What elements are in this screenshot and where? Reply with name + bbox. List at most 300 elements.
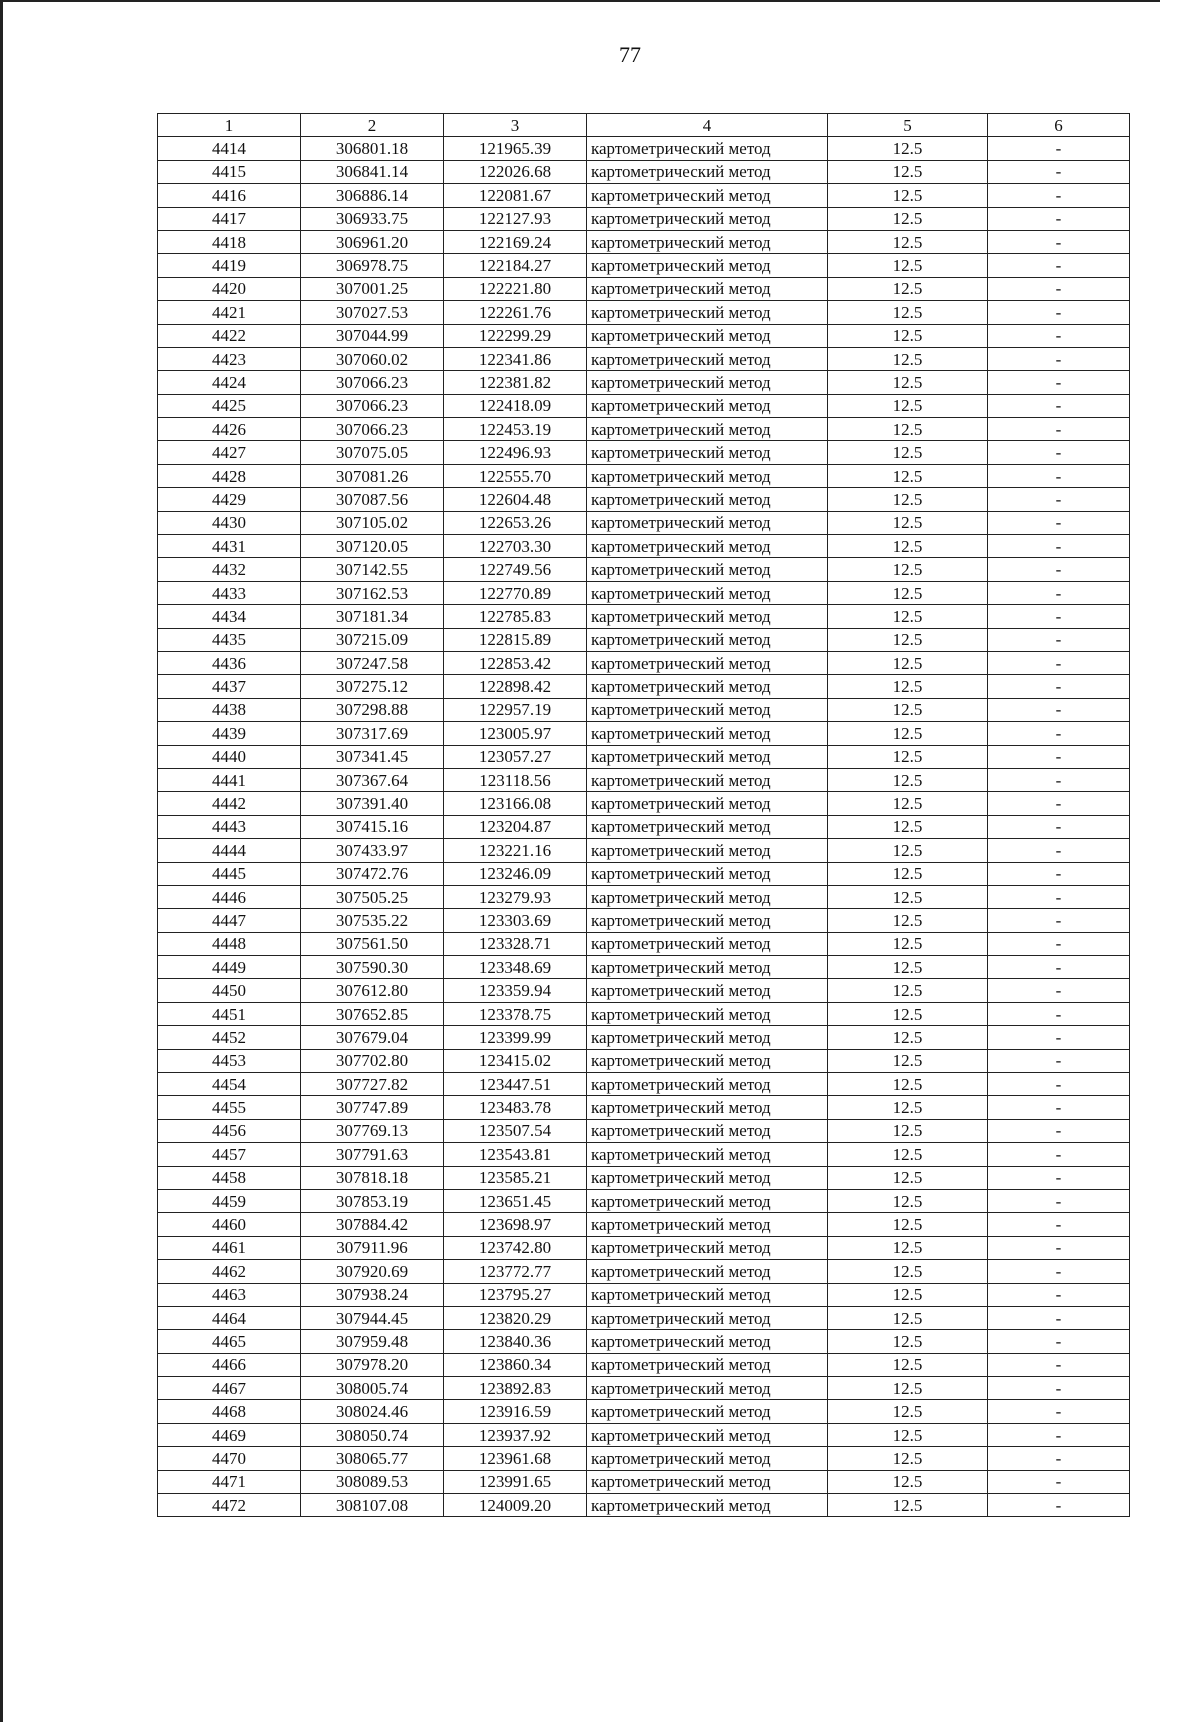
table-cell: 12.5 bbox=[828, 535, 988, 558]
table-cell: 307472.76 bbox=[301, 862, 444, 885]
table-cell: 4431 bbox=[158, 535, 301, 558]
table-cell: - bbox=[988, 698, 1130, 721]
table-cell: картометрический метод bbox=[587, 441, 828, 464]
table-row bbox=[158, 698, 1130, 721]
table-cell: 123795.27 bbox=[444, 1283, 587, 1306]
table-cell: 12.5 bbox=[828, 1119, 988, 1142]
table-cell: 123892.83 bbox=[444, 1377, 587, 1400]
table-cell: 4422 bbox=[158, 324, 301, 347]
table-cell: 12.5 bbox=[828, 1236, 988, 1259]
table-cell: 123860.34 bbox=[444, 1353, 587, 1376]
table-cell: 12.5 bbox=[828, 839, 988, 862]
table-row bbox=[158, 1049, 1130, 1072]
header-cell: 4 bbox=[587, 114, 828, 137]
table-cell: 12.5 bbox=[828, 1447, 988, 1470]
table-cell: 122261.76 bbox=[444, 301, 587, 324]
table-cell: 12.5 bbox=[828, 651, 988, 674]
table-cell: 12.5 bbox=[828, 441, 988, 464]
table-cell: 4426 bbox=[158, 418, 301, 441]
table-cell: 4470 bbox=[158, 1447, 301, 1470]
table-cell: 122184.27 bbox=[444, 254, 587, 277]
table-cell: 307702.80 bbox=[301, 1049, 444, 1072]
table-cell: 4438 bbox=[158, 698, 301, 721]
table-cell: картометрический метод bbox=[587, 418, 828, 441]
table-cell: картометрический метод bbox=[587, 1096, 828, 1119]
table-cell: 307920.69 bbox=[301, 1260, 444, 1283]
table-row bbox=[158, 488, 1130, 511]
table-cell: 12.5 bbox=[828, 768, 988, 791]
table-cell: 12.5 bbox=[828, 418, 988, 441]
table-cell: - bbox=[988, 277, 1130, 300]
table-row bbox=[158, 1073, 1130, 1096]
table-cell: 4459 bbox=[158, 1189, 301, 1212]
table-cell: 122555.70 bbox=[444, 464, 587, 487]
table-cell: 12.5 bbox=[828, 394, 988, 417]
table-cell: 122496.93 bbox=[444, 441, 587, 464]
table-cell: - bbox=[988, 1494, 1130, 1517]
table-cell: - bbox=[988, 558, 1130, 581]
table-cell: 4416 bbox=[158, 184, 301, 207]
table-row bbox=[158, 1447, 1130, 1470]
table-cell: 4440 bbox=[158, 745, 301, 768]
table-cell: картометрический метод bbox=[587, 956, 828, 979]
table-row bbox=[158, 1330, 1130, 1353]
table-cell: 122853.42 bbox=[444, 651, 587, 674]
table-cell: 307060.02 bbox=[301, 347, 444, 370]
table-row bbox=[158, 441, 1130, 464]
table-cell: картометрический метод bbox=[587, 1283, 828, 1306]
table-cell: 12.5 bbox=[828, 722, 988, 745]
table-cell: 123359.94 bbox=[444, 979, 587, 1002]
table-cell: - bbox=[988, 1143, 1130, 1166]
table-cell: - bbox=[988, 651, 1130, 674]
table-cell: 123246.09 bbox=[444, 862, 587, 885]
table-row bbox=[158, 1306, 1130, 1329]
table-cell: картометрический метод bbox=[587, 371, 828, 394]
table-cell: - bbox=[988, 441, 1130, 464]
table-cell: 12.5 bbox=[828, 347, 988, 370]
table-cell: - bbox=[988, 1330, 1130, 1353]
table-cell: - bbox=[988, 1026, 1130, 1049]
table-cell: 4461 bbox=[158, 1236, 301, 1259]
table-cell: 307561.50 bbox=[301, 932, 444, 955]
table-cell: 12.5 bbox=[828, 675, 988, 698]
table-cell: картометрический метод bbox=[587, 511, 828, 534]
table-cell: 307044.99 bbox=[301, 324, 444, 347]
table-cell: - bbox=[988, 535, 1130, 558]
table-cell: картометрический метод bbox=[587, 347, 828, 370]
table-cell: 123772.77 bbox=[444, 1260, 587, 1283]
table-cell: 4456 bbox=[158, 1119, 301, 1142]
table-cell: картометрический метод bbox=[587, 160, 828, 183]
table-cell: 122299.29 bbox=[444, 324, 587, 347]
table-cell: - bbox=[988, 230, 1130, 253]
table-cell: 122703.30 bbox=[444, 535, 587, 558]
table-row bbox=[158, 418, 1130, 441]
table-cell: - bbox=[988, 1213, 1130, 1236]
table-cell: 123991.65 bbox=[444, 1470, 587, 1493]
table-row bbox=[158, 1096, 1130, 1119]
table-cell: - bbox=[988, 628, 1130, 651]
table-cell: - bbox=[988, 885, 1130, 908]
table-cell: 306933.75 bbox=[301, 207, 444, 230]
table-cell: картометрический метод bbox=[587, 1073, 828, 1096]
table-cell: 123204.87 bbox=[444, 815, 587, 838]
table-cell: картометрический метод bbox=[587, 394, 828, 417]
table-cell: - bbox=[988, 1447, 1130, 1470]
table-cell: 12.5 bbox=[828, 1026, 988, 1049]
table-cell: картометрический метод bbox=[587, 605, 828, 628]
header-cell: 5 bbox=[828, 114, 988, 137]
table-cell: - bbox=[988, 581, 1130, 604]
table-row bbox=[158, 1377, 1130, 1400]
table-cell: 12.5 bbox=[828, 628, 988, 651]
table-cell: - bbox=[988, 1306, 1130, 1329]
table-cell: - bbox=[988, 909, 1130, 932]
table-row bbox=[158, 651, 1130, 674]
table-cell: 122898.42 bbox=[444, 675, 587, 698]
table-cell: 122221.80 bbox=[444, 277, 587, 300]
table-cell: 4451 bbox=[158, 1002, 301, 1025]
table-cell: 307142.55 bbox=[301, 558, 444, 581]
table-cell: 4434 bbox=[158, 605, 301, 628]
table-cell: - bbox=[988, 1189, 1130, 1212]
table-row bbox=[158, 628, 1130, 651]
table-cell: 4455 bbox=[158, 1096, 301, 1119]
table-cell: - bbox=[988, 418, 1130, 441]
table-cell: 12.5 bbox=[828, 184, 988, 207]
table-cell: 123840.36 bbox=[444, 1330, 587, 1353]
table-cell: - bbox=[988, 1236, 1130, 1259]
table-cell: - bbox=[988, 792, 1130, 815]
table-cell: - bbox=[988, 956, 1130, 979]
table-row bbox=[158, 277, 1130, 300]
header-cell: 6 bbox=[988, 114, 1130, 137]
table-cell: 306961.20 bbox=[301, 230, 444, 253]
table-cell: 12.5 bbox=[828, 979, 988, 1002]
table-cell: 306841.14 bbox=[301, 160, 444, 183]
coordinates-table bbox=[157, 113, 1130, 1517]
table-cell: - bbox=[988, 254, 1130, 277]
table-cell: 4467 bbox=[158, 1377, 301, 1400]
header-cell: 1 bbox=[158, 114, 301, 137]
table-row bbox=[158, 1026, 1130, 1049]
table-cell: - bbox=[988, 511, 1130, 534]
table-cell: картометрический метод bbox=[587, 1330, 828, 1353]
table-cell: 307590.30 bbox=[301, 956, 444, 979]
table-cell: 123348.69 bbox=[444, 956, 587, 979]
table-cell: картометрический метод bbox=[587, 1213, 828, 1236]
table-cell: 4453 bbox=[158, 1049, 301, 1072]
table-cell: 4424 bbox=[158, 371, 301, 394]
table-cell: - bbox=[988, 839, 1130, 862]
table-cell: 121965.39 bbox=[444, 137, 587, 160]
table-cell: 307652.85 bbox=[301, 1002, 444, 1025]
table-row bbox=[158, 535, 1130, 558]
table-cell: 306978.75 bbox=[301, 254, 444, 277]
header-cell: 3 bbox=[444, 114, 587, 137]
table-cell: 307066.23 bbox=[301, 371, 444, 394]
table-cell: 4435 bbox=[158, 628, 301, 651]
table-cell: 123415.02 bbox=[444, 1049, 587, 1072]
page-border-top bbox=[0, 0, 1160, 2]
table-cell: 4463 bbox=[158, 1283, 301, 1306]
table-cell: картометрический метод bbox=[587, 558, 828, 581]
table-row bbox=[158, 885, 1130, 908]
table-cell: картометрический метод bbox=[587, 1143, 828, 1166]
table-cell: 123585.21 bbox=[444, 1166, 587, 1189]
table-row bbox=[158, 254, 1130, 277]
table-cell: 123399.99 bbox=[444, 1026, 587, 1049]
header-cell: 2 bbox=[301, 114, 444, 137]
table-row bbox=[158, 722, 1130, 745]
table-row bbox=[158, 160, 1130, 183]
table-cell: 12.5 bbox=[828, 792, 988, 815]
table-cell: картометрический метод bbox=[587, 815, 828, 838]
table-cell: - bbox=[988, 324, 1130, 347]
table-cell: - bbox=[988, 1096, 1130, 1119]
table-cell: картометрический метод bbox=[587, 230, 828, 253]
table-cell: картометрический метод bbox=[587, 1189, 828, 1212]
table-cell: 12.5 bbox=[828, 137, 988, 160]
table-row bbox=[158, 745, 1130, 768]
table-cell: 4421 bbox=[158, 301, 301, 324]
table-cell: 4432 bbox=[158, 558, 301, 581]
table-row bbox=[158, 394, 1130, 417]
table-cell: 307075.05 bbox=[301, 441, 444, 464]
table-cell: 308050.74 bbox=[301, 1423, 444, 1446]
table-cell: 4449 bbox=[158, 956, 301, 979]
table-cell: 122785.83 bbox=[444, 605, 587, 628]
table-cell: картометрический метод bbox=[587, 651, 828, 674]
table-row bbox=[158, 1213, 1130, 1236]
table-cell: - bbox=[988, 862, 1130, 885]
table-cell: 122418.09 bbox=[444, 394, 587, 417]
table-cell: 12.5 bbox=[828, 371, 988, 394]
table-cell: 4423 bbox=[158, 347, 301, 370]
table-row bbox=[158, 371, 1130, 394]
table-cell: 123916.59 bbox=[444, 1400, 587, 1423]
table-cell: картометрический метод bbox=[587, 581, 828, 604]
table-cell: картометрический метод bbox=[587, 207, 828, 230]
table-cell: 12.5 bbox=[828, 1494, 988, 1517]
table-cell: 307215.09 bbox=[301, 628, 444, 651]
table-cell: 122653.26 bbox=[444, 511, 587, 534]
table-cell: 4444 bbox=[158, 839, 301, 862]
table-cell: 307081.26 bbox=[301, 464, 444, 487]
table-cell: - bbox=[988, 488, 1130, 511]
table-cell: картометрический метод bbox=[587, 722, 828, 745]
table-row bbox=[158, 137, 1130, 160]
table-cell: 12.5 bbox=[828, 558, 988, 581]
table-cell: картометрический метод bbox=[587, 464, 828, 487]
table-cell: картометрический метод bbox=[587, 1166, 828, 1189]
table-row bbox=[158, 909, 1130, 932]
table-cell: 12.5 bbox=[828, 1330, 988, 1353]
table-row bbox=[158, 347, 1130, 370]
table-row bbox=[158, 184, 1130, 207]
table-cell: картометрический метод bbox=[587, 1447, 828, 1470]
table-row bbox=[158, 839, 1130, 862]
table-cell: 307120.05 bbox=[301, 535, 444, 558]
table-cell: 12.5 bbox=[828, 324, 988, 347]
table-row bbox=[158, 324, 1130, 347]
table-cell: 308065.77 bbox=[301, 1447, 444, 1470]
table-cell: - bbox=[988, 979, 1130, 1002]
table-cell: 122604.48 bbox=[444, 488, 587, 511]
table-cell: 122957.19 bbox=[444, 698, 587, 721]
table-cell: 4429 bbox=[158, 488, 301, 511]
table-row bbox=[158, 979, 1130, 1002]
table-cell: 307944.45 bbox=[301, 1306, 444, 1329]
table-cell: 4466 bbox=[158, 1353, 301, 1376]
table-cell: 123742.80 bbox=[444, 1236, 587, 1259]
table-cell: картометрический метод bbox=[587, 324, 828, 347]
table-cell: 123303.69 bbox=[444, 909, 587, 932]
table-cell: 4414 bbox=[158, 137, 301, 160]
table-cell: 307066.23 bbox=[301, 394, 444, 417]
table-cell: картометрический метод bbox=[587, 768, 828, 791]
table-cell: 4439 bbox=[158, 722, 301, 745]
table-row bbox=[158, 862, 1130, 885]
table-cell: 307298.88 bbox=[301, 698, 444, 721]
table-cell: 4462 bbox=[158, 1260, 301, 1283]
table-cell: 12.5 bbox=[828, 301, 988, 324]
table-cell: 122127.93 bbox=[444, 207, 587, 230]
table-cell: 4436 bbox=[158, 651, 301, 674]
table-cell: 12.5 bbox=[828, 1073, 988, 1096]
table-cell: 12.5 bbox=[828, 1096, 988, 1119]
table-cell: 307959.48 bbox=[301, 1330, 444, 1353]
table-cell: 4417 bbox=[158, 207, 301, 230]
table-cell: 4437 bbox=[158, 675, 301, 698]
table-cell: 123279.93 bbox=[444, 885, 587, 908]
table-row bbox=[158, 1400, 1130, 1423]
table-cell: - bbox=[988, 722, 1130, 745]
table-cell: картометрический метод bbox=[587, 745, 828, 768]
table-row bbox=[158, 605, 1130, 628]
table-cell: 4427 bbox=[158, 441, 301, 464]
table-cell: 4465 bbox=[158, 1330, 301, 1353]
table-cell: - bbox=[988, 137, 1130, 160]
table-cell: картометрический метод bbox=[587, 862, 828, 885]
table-cell: 4471 bbox=[158, 1470, 301, 1493]
table-cell: 123543.81 bbox=[444, 1143, 587, 1166]
table-cell: 307747.89 bbox=[301, 1096, 444, 1119]
table-cell: - bbox=[988, 207, 1130, 230]
table-cell: 12.5 bbox=[828, 1002, 988, 1025]
table-cell: 4430 bbox=[158, 511, 301, 534]
table-cell: 307247.58 bbox=[301, 651, 444, 674]
table-row bbox=[158, 558, 1130, 581]
table-cell: 12.5 bbox=[828, 464, 988, 487]
table-cell: 307181.34 bbox=[301, 605, 444, 628]
table-cell: 122341.86 bbox=[444, 347, 587, 370]
table-cell: 12.5 bbox=[828, 605, 988, 628]
table-cell: картометрический метод bbox=[587, 675, 828, 698]
table-cell: - bbox=[988, 1283, 1130, 1306]
table-cell: - bbox=[988, 1166, 1130, 1189]
table-cell: картометрический метод bbox=[587, 1377, 828, 1400]
table-cell: 12.5 bbox=[828, 1213, 988, 1236]
table-cell: 123651.45 bbox=[444, 1189, 587, 1212]
table-row bbox=[158, 1423, 1130, 1446]
table-cell: 123221.16 bbox=[444, 839, 587, 862]
table-cell: 307612.80 bbox=[301, 979, 444, 1002]
table-cell: 307911.96 bbox=[301, 1236, 444, 1259]
table-cell: 307275.12 bbox=[301, 675, 444, 698]
table-cell: - bbox=[988, 1073, 1130, 1096]
table-cell: 12.5 bbox=[828, 956, 988, 979]
table-cell: 4469 bbox=[158, 1423, 301, 1446]
table-cell: 12.5 bbox=[828, 1306, 988, 1329]
table-cell: 4433 bbox=[158, 581, 301, 604]
table-cell: картометрический метод bbox=[587, 1049, 828, 1072]
table-cell: 4445 bbox=[158, 862, 301, 885]
table-row bbox=[158, 1166, 1130, 1189]
table-row bbox=[158, 1470, 1130, 1493]
table-cell: 307087.56 bbox=[301, 488, 444, 511]
table-cell: 4415 bbox=[158, 160, 301, 183]
table-cell: 4446 bbox=[158, 885, 301, 908]
table-cell: 122453.19 bbox=[444, 418, 587, 441]
table-row bbox=[158, 1236, 1130, 1259]
table-cell: 307853.19 bbox=[301, 1189, 444, 1212]
table-cell: 123698.97 bbox=[444, 1213, 587, 1236]
table-cell: 307884.42 bbox=[301, 1213, 444, 1236]
table-cell: 307535.22 bbox=[301, 909, 444, 932]
table-cell: картометрический метод bbox=[587, 488, 828, 511]
table-cell: 4441 bbox=[158, 768, 301, 791]
table-cell: 122815.89 bbox=[444, 628, 587, 651]
table-cell: картометрический метод bbox=[587, 535, 828, 558]
table-cell: - bbox=[988, 675, 1130, 698]
table-cell: 123961.68 bbox=[444, 1447, 587, 1470]
table-row bbox=[158, 792, 1130, 815]
table-cell: картометрический метод bbox=[587, 184, 828, 207]
table-cell: 307162.53 bbox=[301, 581, 444, 604]
table-row bbox=[158, 207, 1130, 230]
table-cell: 123328.71 bbox=[444, 932, 587, 955]
table-row bbox=[158, 1002, 1130, 1025]
table-row bbox=[158, 511, 1130, 534]
table-cell: картометрический метод bbox=[587, 885, 828, 908]
table-cell: картометрический метод bbox=[587, 1236, 828, 1259]
table-cell: картометрический метод bbox=[587, 698, 828, 721]
table-cell: 123005.97 bbox=[444, 722, 587, 745]
page-border-left bbox=[0, 0, 3, 1722]
table-cell: картометрический метод bbox=[587, 979, 828, 1002]
table-cell: картометрический метод bbox=[587, 628, 828, 651]
table-cell: 12.5 bbox=[828, 1260, 988, 1283]
table-cell: картометрический метод bbox=[587, 1260, 828, 1283]
table-cell: - bbox=[988, 1260, 1130, 1283]
table-cell: картометрический метод bbox=[587, 1353, 828, 1376]
table-cell: 4460 bbox=[158, 1213, 301, 1236]
table-cell: 308089.53 bbox=[301, 1470, 444, 1493]
table-cell: 307066.23 bbox=[301, 418, 444, 441]
table-cell: - bbox=[988, 1002, 1130, 1025]
table-cell: 12.5 bbox=[828, 1423, 988, 1446]
table-cell: 4442 bbox=[158, 792, 301, 815]
table-cell: 12.5 bbox=[828, 1143, 988, 1166]
table-cell: 12.5 bbox=[828, 745, 988, 768]
table-cell: 308107.08 bbox=[301, 1494, 444, 1517]
table-cell: - bbox=[988, 371, 1130, 394]
table-cell: - bbox=[988, 605, 1130, 628]
table-cell: 12.5 bbox=[828, 207, 988, 230]
table-cell: 307818.18 bbox=[301, 1166, 444, 1189]
